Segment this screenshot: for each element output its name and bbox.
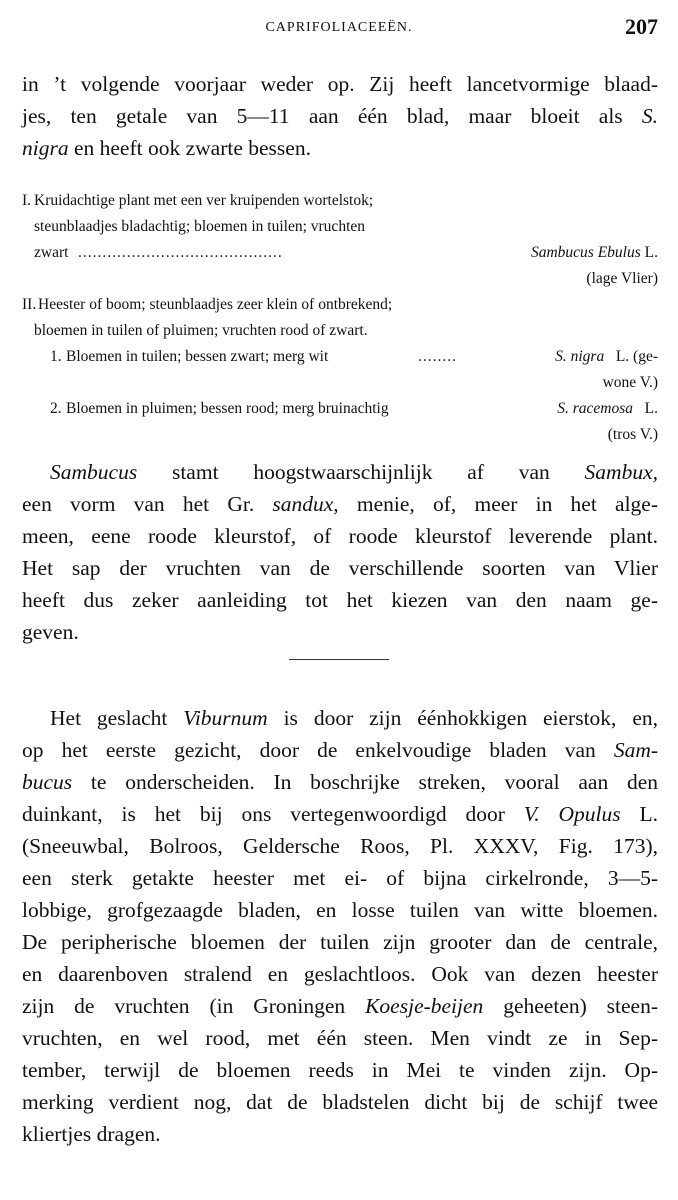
key-label-2: 2. — [50, 400, 62, 417]
sambucus-paragraph — [22, 456, 658, 648]
page-number: 207 — [625, 14, 658, 39]
text-line: kliertjes dragen. — [22, 1122, 161, 1146]
key-text: Bloemen in pluimen; bessen rood; merg bruinachtig — [66, 400, 389, 417]
text-line: meen, eene roode kleurstof, of roode kleurstof leverende plant. — [22, 524, 658, 548]
text-line: een sterk getakte heester met ei- of bijna cirkelronde, 3—5- — [22, 866, 658, 890]
key-line — [22, 396, 658, 422]
text-line: Het sap der vruchten van de verschillende soorten van Vlier — [22, 556, 658, 580]
taxon-name: Sambucus Ebulus — [530, 244, 641, 261]
text-line: jes, ten getale van 5—11 aan één blad, maar bloeit als S. — [22, 104, 658, 128]
key-line — [22, 318, 658, 344]
key-text: steunblaadjes bladachtig; bloemen in tuilen; vruchten — [34, 218, 366, 235]
key-label-I: I. — [22, 192, 32, 209]
key-label-1: 1. — [50, 348, 62, 365]
taxon-name: S. nigra — [555, 348, 605, 365]
key-text: zwart — [34, 244, 69, 261]
text-line: vruchten, en wel rood, met één steen. Men vindt ze in Sep- — [22, 1026, 658, 1050]
key-text: Bloemen in tuilen; bessen zwart; merg wit — [66, 348, 329, 365]
key-result — [555, 344, 658, 370]
text-line: Het geslacht Viburnum is door zijn éénhokkigen eierstok, en, — [50, 706, 658, 730]
taxon-name: S. racemosa — [557, 400, 634, 417]
text-line: nigra en heeft ook zwarte bessen. — [22, 136, 311, 160]
section-divider — [289, 659, 389, 660]
key-text: Heester of boom; steunblaadjes zeer klein of ontbrekend; — [38, 296, 393, 313]
text-line: een vorm van het Gr. sandux, menie, of, meer in het alge- — [22, 492, 658, 516]
text-line: De peripherische bloemen der tuilen zijn grooter dan de centrale, — [22, 930, 658, 954]
text-line: en daarenboven stralend en geslachtloos. Ook van dezen heester — [22, 962, 658, 986]
key-line — [22, 240, 658, 266]
leader-dots: .......................................... — [78, 244, 283, 261]
common-name: (tros V.) — [607, 426, 658, 443]
key-line — [22, 370, 658, 396]
key-result — [531, 240, 658, 266]
intro-paragraph — [22, 68, 658, 164]
text-line: zijn de vruchten (in Groningen Koesje-beijen geheeten) steen- — [22, 994, 659, 1018]
text-line: geven. — [22, 620, 79, 644]
text-line: in ’t volgende voorjaar weder op. Zij heeft lancetvormige blaad- — [22, 72, 658, 96]
key-line — [22, 292, 658, 318]
key-result — [557, 396, 658, 422]
key-line — [22, 188, 658, 214]
taxon-author: L. — [644, 244, 658, 261]
key-text: bloemen in tuilen of pluimen; vruchten rood of zwart. — [34, 322, 368, 339]
key-line — [22, 422, 658, 448]
identification-key — [22, 188, 658, 448]
text-line: (Sneeuwbal, Bolroos, Geldersche Roos, Pl. XXXV, Fig. 173), — [22, 834, 658, 858]
text-line: tember, terwijl de bloemen reeds in Mei te vinden zijn. Op- — [22, 1058, 658, 1082]
key-label-II: II. — [22, 296, 37, 313]
taxon-author: L. (ge- — [615, 348, 658, 365]
viburnum-paragraph — [22, 702, 658, 1150]
text-line: heeft dus zeker aanleiding tot het kiezen van den naam ge- — [22, 588, 658, 612]
key-line — [22, 266, 658, 292]
key-line — [22, 214, 658, 240]
common-name: (lage Vlier) — [586, 270, 658, 287]
text-line: op het eerste gezicht, door de enkelvoudige bladen van Sam- — [22, 738, 658, 762]
leader-dots: ........ — [418, 348, 457, 365]
text-line: duinkant, is het bij ons vertegenwoordigd door V. Opulus L. — [22, 802, 658, 826]
key-text: Kruidachtige plant met een ver kruipenden wortelstok; — [34, 192, 374, 209]
text-line: Sambucus stamt hoogstwaarschijnlijk af van Sambux, — [50, 460, 658, 484]
text-line: lobbige, grofgezaagde bladen, en losse tuilen van witte bloemen. — [22, 898, 658, 922]
text-line: merking verdient nog, dat de bladstelen dicht bij de schijf twee — [22, 1090, 658, 1114]
taxon-author: L. — [644, 400, 658, 417]
text-line: bucus te onderscheiden. In boschrijke streken, vooral aan den — [22, 770, 658, 794]
key-line — [22, 344, 658, 370]
running-header: CAPRIFOLIACEEËN. — [265, 20, 413, 35]
common-name: wone V.) — [602, 374, 658, 391]
